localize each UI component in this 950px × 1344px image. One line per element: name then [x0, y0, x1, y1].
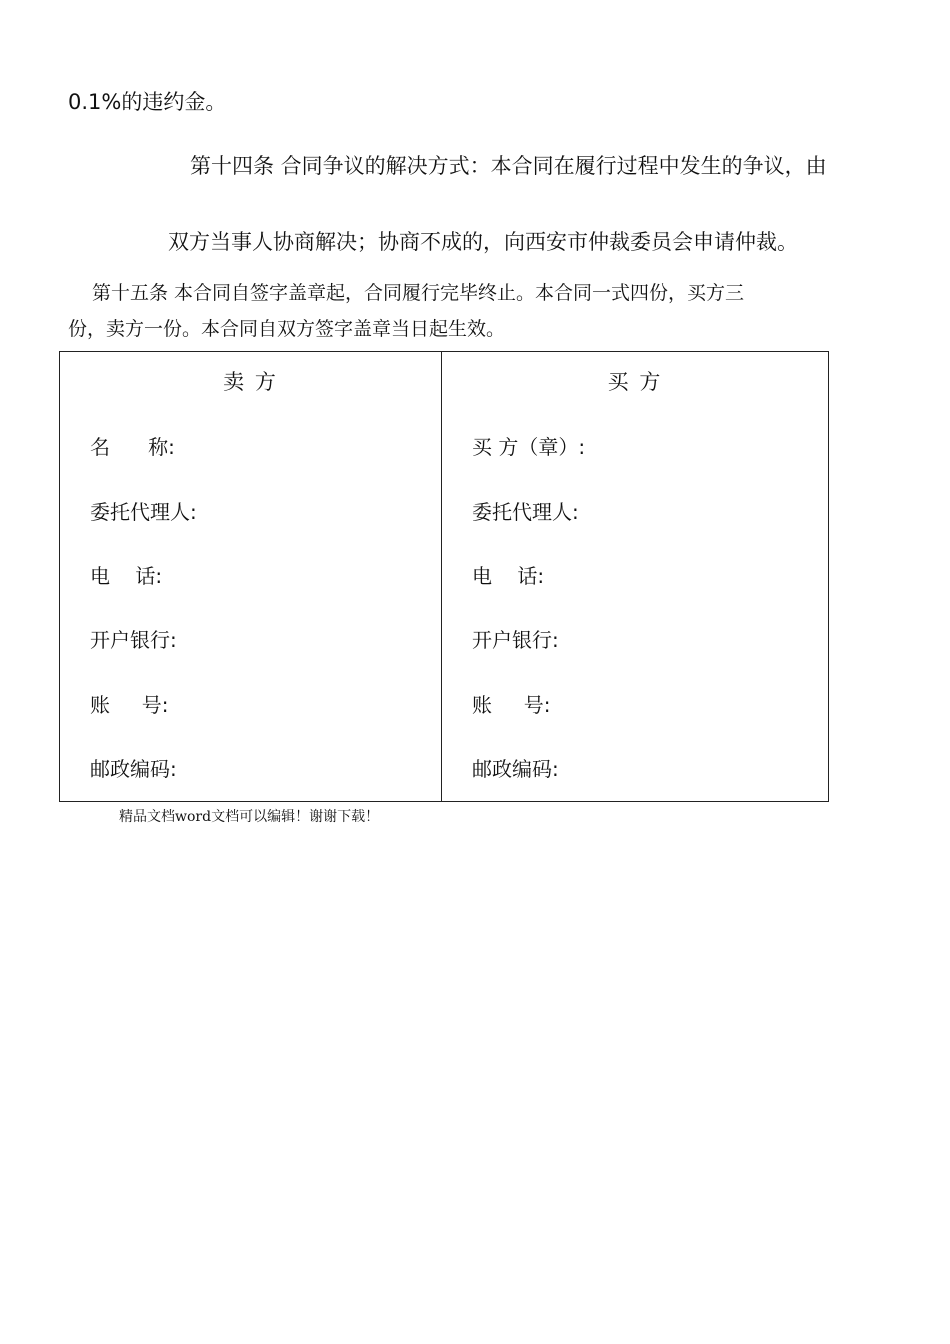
buyer-phone-field: 电 话:	[472, 564, 545, 588]
footer-note: 精品文档word文档可以编辑！谢谢下载！	[119, 809, 380, 825]
seller-phone-field: 电 话:	[90, 564, 163, 588]
clause-14-line-2: 双方当事人协商解决；协商不成的，向西安市仲裁委员会申请仲裁。	[168, 230, 798, 254]
clause-14-line-1: 第十四条 合同争议的解决方式：本合同在履行过程中发生的争议，由	[190, 154, 827, 178]
buyer-seal-field: 买 方（章）:	[472, 435, 586, 459]
seller-header: 卖 方	[223, 370, 278, 394]
seller-account-field: 账 号:	[90, 693, 169, 717]
signature-table	[59, 351, 829, 802]
clause-15-line-1: 第十五条 本合同自签字盖章起，合同履行完毕终止。本合同一式四份，买方三	[92, 282, 745, 304]
buyer-bank-field: 开户银行:	[472, 628, 559, 652]
buyer-header: 买 方	[607, 370, 663, 394]
paragraph-penalty-line: 0.1%的违约金。	[68, 90, 227, 114]
buyer-column	[442, 352, 828, 801]
buyer-agent-field: 委托代理人:	[472, 500, 579, 524]
seller-bank-field: 开户银行:	[90, 628, 177, 652]
seller-column	[60, 352, 441, 801]
buyer-account-field: 账 号:	[472, 693, 551, 717]
seller-name-field: 名 称:	[90, 435, 175, 459]
seller-postcode-field: 邮政编码:	[90, 757, 177, 781]
seller-agent-field: 委托代理人:	[90, 500, 197, 524]
clause-15-line-2: 份，卖方一份。本合同自双方签字盖章当日起生效。	[68, 318, 506, 340]
buyer-postcode-field: 邮政编码:	[472, 757, 559, 781]
